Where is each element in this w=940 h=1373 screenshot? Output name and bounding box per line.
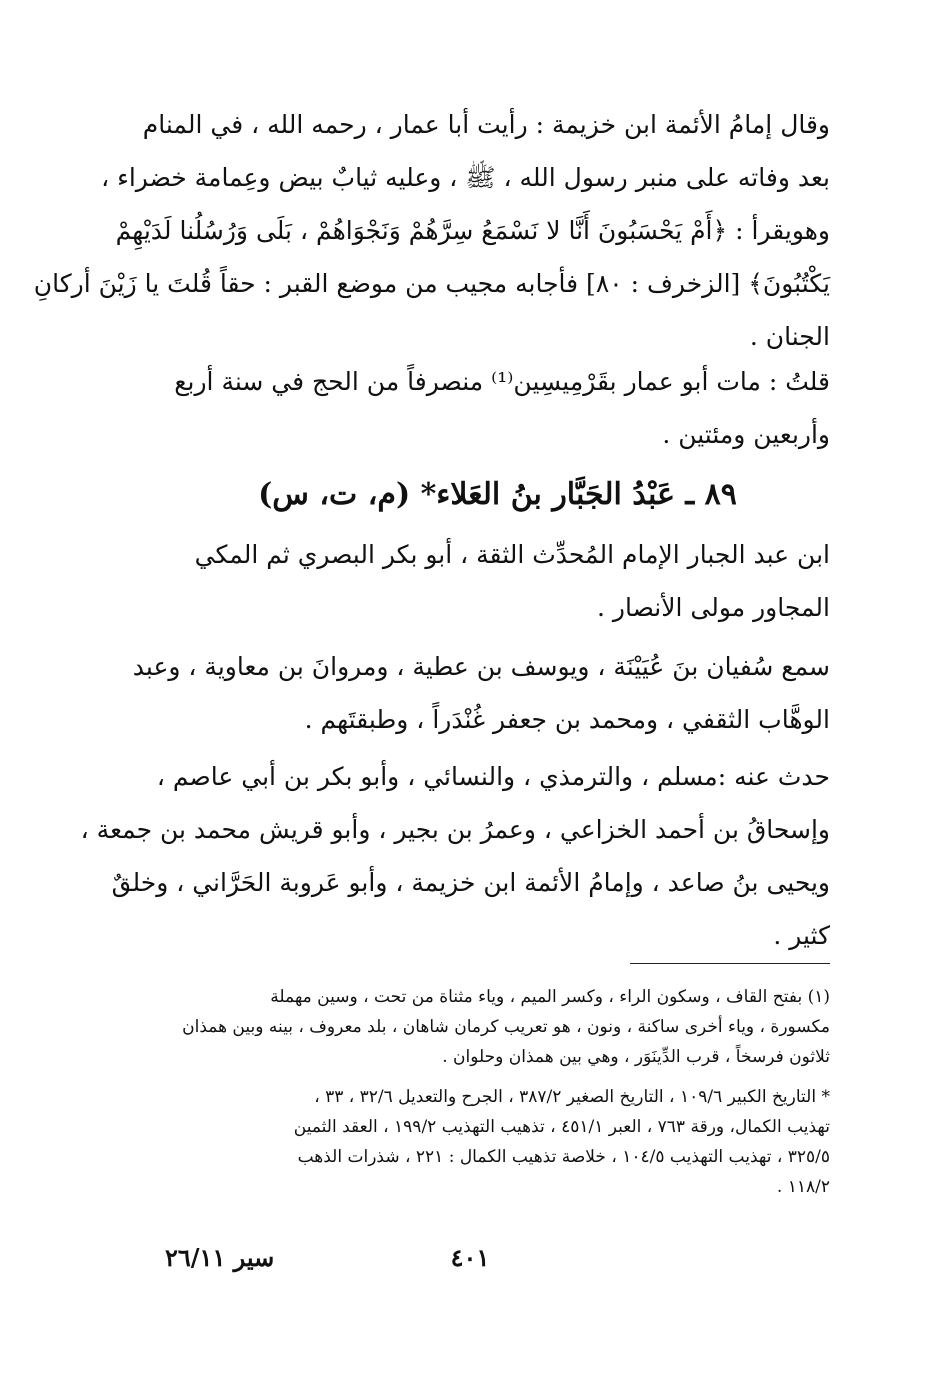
text-line: كثير .	[773, 921, 830, 950]
footnote-line: مكسورة ، وياء أخرى ساكنة ، ونون ، هو تعريب كرمان شاهان ، بلد معروف ، بينه وبين همذان	[182, 1017, 830, 1037]
footnote-separator	[630, 963, 830, 964]
footnote-1	[165, 982, 830, 1072]
biography-heading: ٨٩ ـ عَبْدُ الجَبَّار بنُ العَلاء* (م، ت، س)	[258, 477, 737, 512]
printer-signature: سير ٢٦/١١	[165, 1243, 275, 1272]
text-line: وإسحاقُ بن أحمد الخزاعي ، وعمرُ بن بجير ، وأبو قريش محمد بن جمعة ،	[80, 815, 830, 844]
paragraph-teachers	[132, 640, 830, 746]
footnote-line: (١) بفتح القاف ، وسكون الراء ، وكسر الميم ، وياء مثناة من تحت ، وسين مهملة	[270, 987, 830, 1007]
text-line: بعد وفاته على منبر رسول الله ، ﷺ ، وعليه ثيابٌ بيض وعِمامة خضراء ،	[101, 163, 830, 192]
page-number: ٤٠١	[450, 1243, 490, 1272]
text-line: ويحيى بنُ صاعد ، وإمامُ الأئمة ابن خزيمة ، وأبو عَروبة الحَرَّاني ، وخلقٌ	[111, 868, 830, 897]
text-line: وقال إمامُ الأئمة ابن خزيمة : رأيت أبا عمار ، رحمه الله ، في المنام	[142, 110, 830, 139]
paragraph-dream-narration	[33, 98, 830, 363]
text-line: المجاور مولى الأنصار .	[597, 593, 830, 622]
footnote-line: ثلاثون فرسخاً ، قرب الدِّينَوَر ، وهي بين همذان وحلوان .	[442, 1047, 830, 1067]
text-line: حدث عنه :مسلم ، والترمذي ، والنسائي ، وأبو بكر بن أبي عاصم ،	[156, 762, 830, 791]
text-line: سمع سُفيان بنَ عُيَيْنَة ، ويوسف بن عطية ، ومروانَ بن معاوية ، وعبد	[132, 652, 830, 681]
footnote-line: * التاريخ الكبير ١٠٩/٦ ، التاريخ الصغير ٣٨٧/٢ ، الجرح والتعديل ٣٢/٦ ، ٣٣ ،	[314, 1087, 830, 1107]
text-line: وهويقرأ : ﴿أَمْ يَحْسَبُونَ أَنَّا لا نَسْمَعُ سِرَّهُمْ وَنَجْوَاهُمْ ، بَلَى وَرُسُلُنا لَدَيْهِمْ	[115, 216, 830, 245]
footnote-line: ٣٢٥/٥ ، تهذيب التهذيب ١٠٤/٥ ، خلاصة تذهيب الكمال : ٢٢١ ، شذرات الذهب	[297, 1147, 830, 1167]
footnote-sources	[165, 1082, 830, 1202]
footnote-line: ١١٨/٢ .	[776, 1177, 830, 1197]
paragraph-lineage	[165, 528, 830, 634]
text-line: وأربعين ومئتين .	[662, 420, 830, 449]
text-line: قلتُ : مات أبو عمار بقَرْمِيسِين⁽¹⁾ منصرفاً من الحج في سنة أربع	[174, 367, 830, 396]
footnote-line: تهذيب الكمال، ورقة ٧٦٣ ، العبر ٤٥١/١ ، تذهيب التهذيب ١٩٩/٢ ، العقد الثمين	[293, 1117, 830, 1137]
text-line: الوهَّاب الثقفي ، ومحمد بن جعفر غُنْدَراً ، وطبقتَهم .	[304, 705, 830, 734]
text-line: يَكْتُبُونَ﴾ [الزخرف : ٨٠] فأجابه مجيب من موضع القبر : حقاً قُلتَ يا زَيْنَ أركانِ	[33, 269, 830, 298]
text-line: ابن عبد الجبار الإمام المُحدِّث الثقة ، أبو بكر البصري ثم المكي	[194, 540, 830, 569]
paragraph-students	[80, 750, 830, 962]
paragraph-death-note	[165, 355, 830, 461]
text-line: الجنان .	[749, 322, 830, 351]
